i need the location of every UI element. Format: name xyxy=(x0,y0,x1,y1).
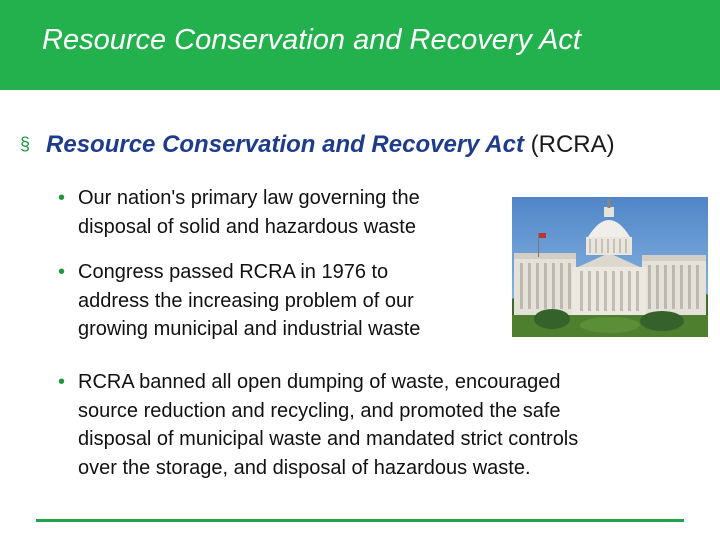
text-line: source reduction and recycling, and promoted the safe xyxy=(78,399,561,422)
title-bar xyxy=(0,0,720,90)
text-line: disposal of municipal waste and mandated strict controls xyxy=(78,428,579,450)
main-bullet xyxy=(20,131,615,159)
text-line: over the storage, and disposal of hazardous waste. xyxy=(78,456,531,479)
text-line: disposal of solid and hazardous waste xyxy=(78,215,416,238)
text-line: growing municipal and industrial waste xyxy=(78,318,421,340)
sub-bullet-text xyxy=(78,258,420,344)
section-marker: § xyxy=(20,134,31,154)
bullet-marker: • xyxy=(58,187,66,209)
sub-bullet-text xyxy=(78,184,420,241)
bullet-marker: • xyxy=(58,371,66,393)
bottom-divider xyxy=(36,519,684,522)
sub-bullet-text xyxy=(78,368,578,482)
slide-title: Resource Conservation and Recovery Act xyxy=(42,24,581,56)
capitol-building-photo xyxy=(512,197,708,337)
text-line: RCRA banned all open dumping of waste, encouraged xyxy=(78,371,561,393)
main-bullet-emphasis: Resource Conservation and Recovery Act xyxy=(46,131,524,158)
text-line: address the increasing problem of our xyxy=(78,289,414,312)
text-line: Our nation's primary law governing the xyxy=(78,187,420,209)
bullet-marker: • xyxy=(58,261,66,283)
main-bullet-abbreviation: (RCRA) xyxy=(530,131,615,158)
text-line: Congress passed RCRA in 1976 to xyxy=(78,261,389,283)
